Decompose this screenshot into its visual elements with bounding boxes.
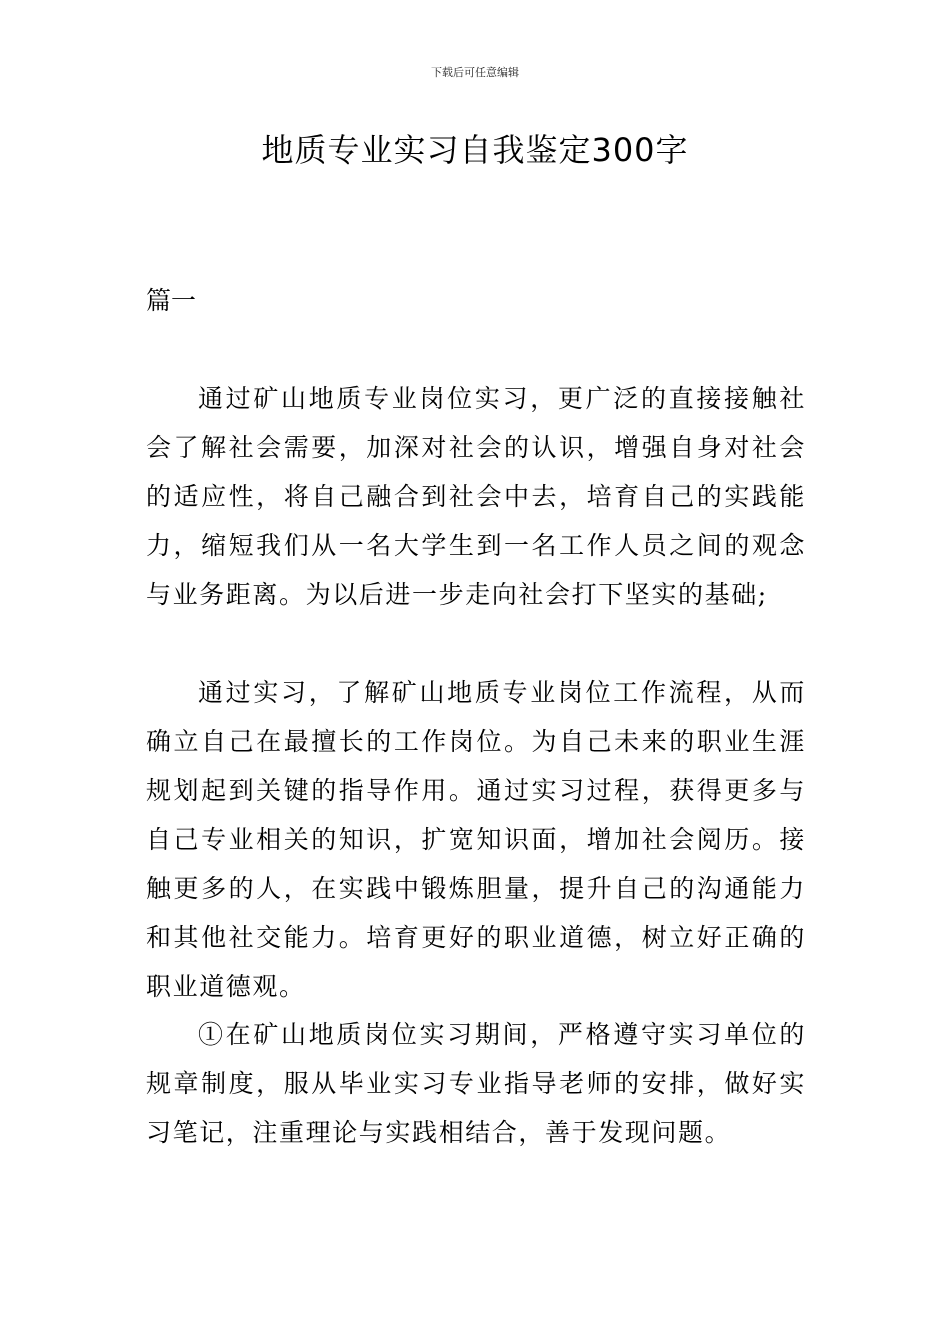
header-note: 下载后可任意编辑 [431,66,519,79]
paragraph: 通过矿山地质专业岗位实习，更广泛的直接接触社会了解社会需要，加深对社会的认识，增强自身对社会的适应性，将自己融合到社会中去，培育自己的实践能力，缩短我们从一名大学生到一名工作人员之间的观念与业务距离。为以后进一步走向社会打下坚实的基础; [146,384,806,609]
section-heading: 篇一 [146,286,197,315]
paragraph: ①在矿山地质岗位实习期间，严格遵守实习单位的规章制度，服从毕业实习专业指导老师的安排，做好实习笔记，注重理论与实践相结合，善于发现问题。 [146,1020,806,1147]
document-title: 地质专业实习自我鉴定300字 [261,131,689,169]
paragraph: 通过实习，了解矿山地质专业岗位工作流程，从而确立自己在最擅长的工作岗位。为自己未来的职业生涯规划起到关键的指导作用。通过实习过程，获得更多与自己专业相关的知识，扩宽知识面，增加社会阅历。接触更多的人，在实践中锻炼胆量，提升自己的沟通能力和其他社交能力。培育更好的职业道德，树立好正确的职业道德观。 [146,678,806,1001]
